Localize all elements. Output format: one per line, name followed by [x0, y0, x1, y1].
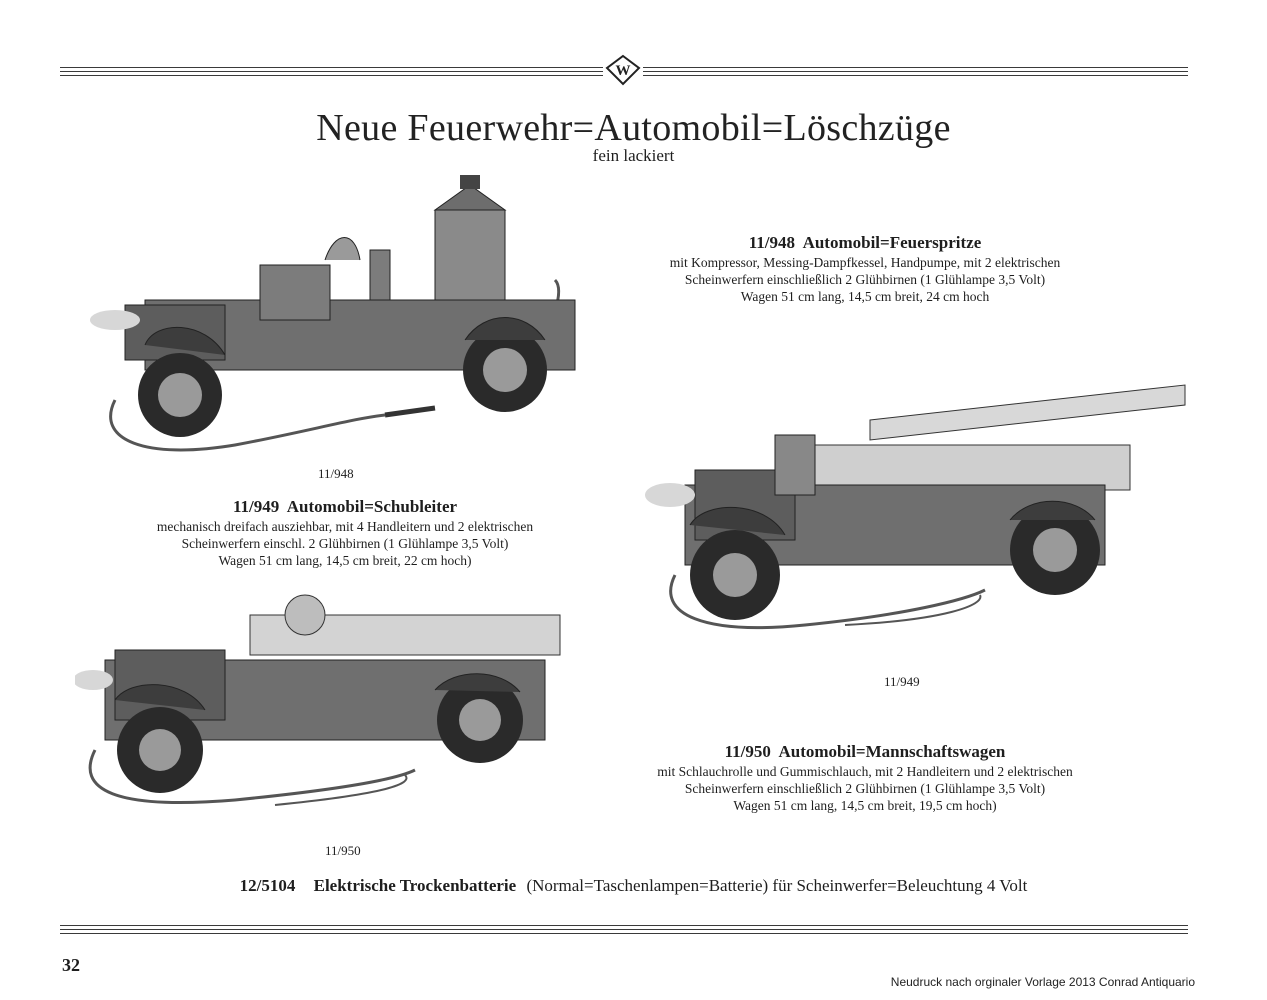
product-heading-11-950: 11/950 Automobil=Mannschaftswagen	[724, 742, 1006, 761]
battery-description: (Normal=Taschenlampen=Batterie) für Scheinwerfer=Beleuchtung 4 Volt	[526, 876, 1028, 895]
image-label-11-950: 11/950	[325, 843, 361, 858]
bottom-rule-2	[60, 929, 1188, 930]
fire-pump-truck-image	[85, 170, 585, 460]
image-label-11-949: 11/949	[884, 674, 920, 689]
desc-line: mechanisch dreifach ausziehbar, mit 4 Handleitern und 2 elektrischen	[156, 519, 534, 534]
reprint-credit: Neudruck nach orginaler Vorlage 2013 Conrad Antiquario	[890, 975, 1195, 989]
product-desc-11-948	[600, 254, 1130, 305]
image-label-11-948: 11/948	[318, 466, 354, 481]
desc-line: Wagen 51 cm lang, 14,5 cm breit, 22 cm hoch)	[218, 553, 472, 568]
desc-line: mit Schlauchrolle und Gummischlauch, mit 2 Handleitern und 2 elektrischen	[657, 764, 1073, 779]
battery-line	[0, 876, 1267, 896]
desc-line: mit Kompressor, Messing-Dampfkessel, Handpumpe, mit 2 elektrischen	[669, 255, 1061, 270]
crew-truck-image	[75, 590, 585, 830]
battery-code: 12/5104	[239, 876, 296, 895]
page-subtitle: fein lackiert	[592, 146, 675, 165]
desc-line: Scheinwerfern einschließlich 2 Glühbirnen (1 Glühlampe 3,5 Volt)	[684, 272, 1046, 287]
page-title: Neue Feuerwehr=Automobil=Löschzüge	[316, 107, 951, 149]
product-desc-11-950	[600, 763, 1130, 814]
bottom-rule-1	[60, 925, 1188, 926]
ladder-truck-image	[645, 375, 1190, 665]
desc-line: Wagen 51 cm lang, 14,5 cm breit, 19,5 cm hoch)	[733, 798, 997, 813]
desc-line: Wagen 51 cm lang, 14,5 cm breit, 24 cm hoch	[740, 289, 990, 304]
desc-line: Scheinwerfern einschließlich 2 Glühbirnen (1 Glühlampe 3,5 Volt)	[684, 781, 1046, 796]
logo-letters: W	[615, 63, 631, 79]
logo-icon	[603, 54, 643, 86]
battery-name: Elektrische Trockenbatterie	[313, 876, 517, 895]
product-desc-11-949	[95, 518, 595, 569]
product-heading-11-948: 11/948 Automobil=Feuerspritze	[748, 233, 982, 252]
product-heading-11-949: 11/949 Automobil=Schubleiter	[232, 497, 458, 516]
desc-line: Scheinwerfern einschl. 2 Glühbirnen (1 Glühlampe 3,5 Volt)	[181, 536, 509, 551]
bottom-rule-3	[60, 933, 1188, 934]
logo-emblem	[603, 54, 643, 86]
page-number: 32	[62, 955, 80, 975]
